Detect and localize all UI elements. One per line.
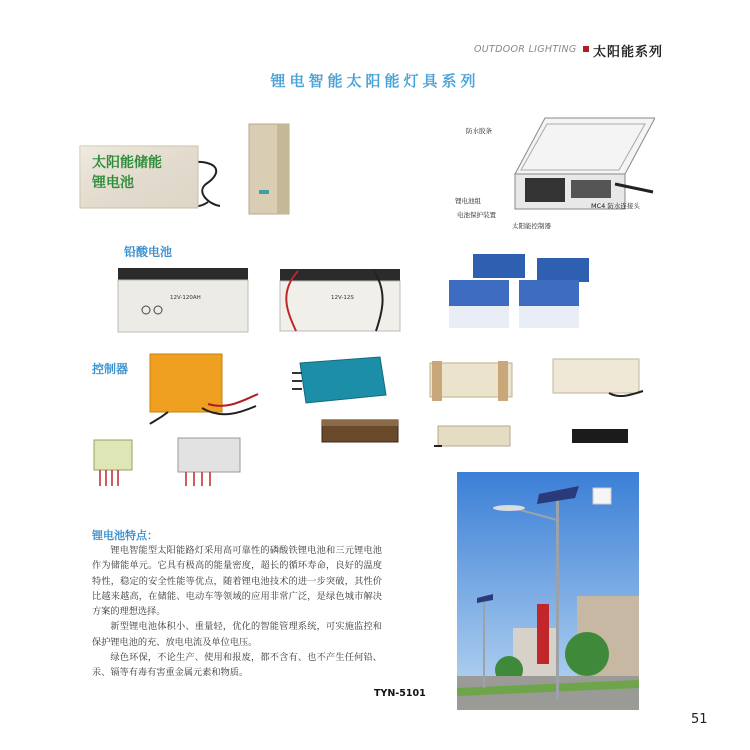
label-controller: 太阳能控制器 [512,222,551,230]
label-waterproof-strip: 防水胶条 [466,127,492,135]
header-series: 太阳能系列 [593,45,664,60]
lithium-box-line1: 太阳能储能 [92,155,162,171]
header-marker [583,46,589,52]
label-battery-pack: 锂电池组 [455,197,481,205]
lithium-box-line2: 锂电池 [92,175,134,191]
page-number: 51 [691,712,708,727]
section-controller: 控制器 [92,362,129,376]
lead-acid-battery-group-image [445,252,595,334]
battery-2-label: 12V-12S [331,295,354,301]
controller-white-box-image [549,355,645,399]
features-heading: 锂电池特点： [92,529,158,542]
section-lead-acid: 铅酸电池 [124,245,173,259]
solar-street-light-photo [457,472,639,710]
battery-case-diagram-image [505,114,655,214]
features-paragraph-3: 绿色环保，不论生产、使用和报废，都不含有、也不产生任何铅、汞、镉等有毒有害重金属元素和物质。 [92,652,382,679]
header-english: OUTDOOR LIGHTING [474,44,577,55]
controller-bronze-image [316,416,404,446]
features-paragraph-2: 新型锂电池体积小、重量轻，优化的智能管理系统，可实施监控和保护锂电池的充、放电电流及单位电压。 [92,621,382,648]
controller-small-beige-image [432,420,514,454]
label-protection: 电池保护装置 [457,211,496,219]
features-paragraph-1: 锂电智能型太阳能路灯采用高可靠性的磷酸铁锂电池和三元锂电池作为储能单元。它具有极高的能量密度，超长的循环寿命，良好的温度特性，稳定的安全性能等优点，随着锂电池技术的进一步突破，其性价比越来越高，在储能、电动车等领域的应用非常广泛，是绿色城市解决方案的理想选择。 [92,545,382,618]
battery-1-label: 12V-120AH [170,295,201,301]
controller-beige-bracket-image [418,353,518,407]
controller-black-slim-image [568,425,632,447]
label-mc4: MC4 防水连接头 [591,202,640,210]
controller-gray-image [176,436,244,488]
features-body [92,543,382,681]
page-title: 锂电智能太阳能灯具系列 [270,72,480,90]
product-caption: TYN-5101 [374,688,426,699]
tall-battery-image [247,120,293,216]
lithium-box-text [92,153,162,193]
controller-small-green-image [92,438,136,488]
controller-teal-image [290,355,390,411]
controller-orange-image [148,350,260,426]
